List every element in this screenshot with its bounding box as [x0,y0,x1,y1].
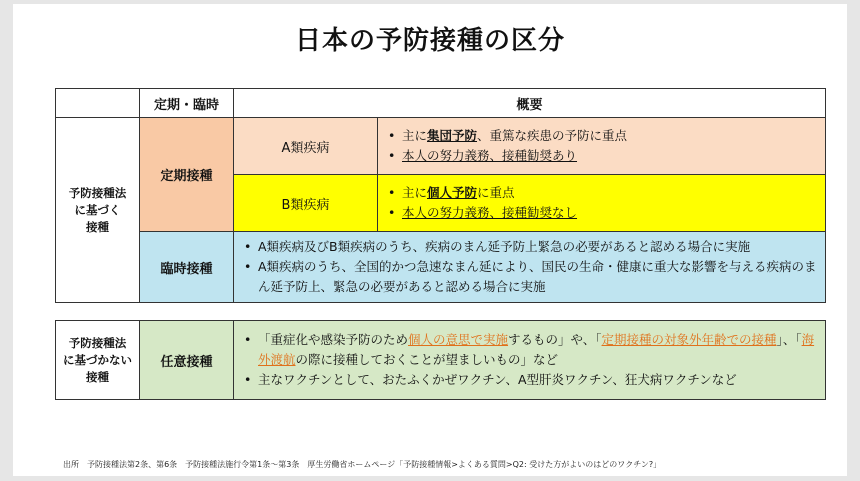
type-a-description [378,118,826,175]
header-overview: 概要 [234,89,826,118]
group-label-not-based [56,321,140,400]
group-label-based [56,118,140,303]
type-a-disease: A類疾病 [234,118,378,175]
table-row [56,321,826,400]
temporary-vaccination-label: 臨時接種 [140,232,234,303]
source-note: 出所 予防接種法第2条、第6条 予防接種法施行令第1条～第3条 厚生労働省ホームページ「予防接種情報>よくある質問>Q2: 受けた方がよいのはどのワクチン?」 [63,460,662,469]
list-item: • 主なワクチンとして、おたふくかぜワクチン、A型肝炎ワクチン、狂犬病ワクチンなど [238,370,817,390]
highlight-text: 海外渡航 [258,332,815,367]
group-label-line: 予防接種法 [68,185,127,200]
table-row [56,118,826,175]
table-row [56,232,826,303]
group-label-line: 接種 [86,369,109,384]
group-label-line: 予防接種法 [68,335,127,350]
list-item: • 主に個人予防に重点 [382,183,817,203]
highlight-text: 個人の意思で実施 [408,332,509,347]
group-label-line: 接種 [86,219,109,234]
voluntary-table [55,320,826,400]
list-item: • 本人の努力義務、接種勧奨あり [382,146,817,166]
highlight-text: 定期接種の対象外年齢での接種 [601,332,777,347]
group-label-line: に基づかない [63,352,132,367]
list-item: • A類疾病及びB類疾病のうち、疾病のまん延予防上緊急の必要があると認める場合に実施 [238,237,817,257]
voluntary-description [234,321,826,400]
list-item: • 「重症化や感染予防のため個人の意思で実施するもの」や、「定期接種の対象外年齢での接種」、「海外渡航の際に接種しておくことが望ましいもの」など [238,330,817,370]
routine-vaccination-label: 定期接種 [140,118,234,232]
voluntary-vaccination-label: 任意接種 [140,321,234,400]
page-title: 日本の予防接種の区分 [294,26,565,56]
table-header-row [56,89,826,118]
list-item: • 本人の努力義務、接種勧奨なし [382,203,817,223]
emphasis-text: 集団予防 [427,128,478,143]
header-timing: 定期・臨時 [140,89,234,118]
list-item: • A類疾病のうち、全国的かつ急速なまん延により、国民の生命・健康に重大な影響を与える疾病のまん延予防上、緊急の必要があると認める場合に実施 [238,257,817,297]
group-label-line: に基づく [74,202,121,217]
emphasis-text: 個人予防 [427,185,478,200]
header-blank-cell [56,89,140,118]
vaccination-table [55,88,826,303]
type-b-disease: B類疾病 [234,175,378,232]
temporary-description [234,232,826,303]
slide [13,4,847,476]
list-item: • 主に集団予防、重篤な疾患の予防に重点 [382,126,817,146]
type-b-description [378,175,826,232]
